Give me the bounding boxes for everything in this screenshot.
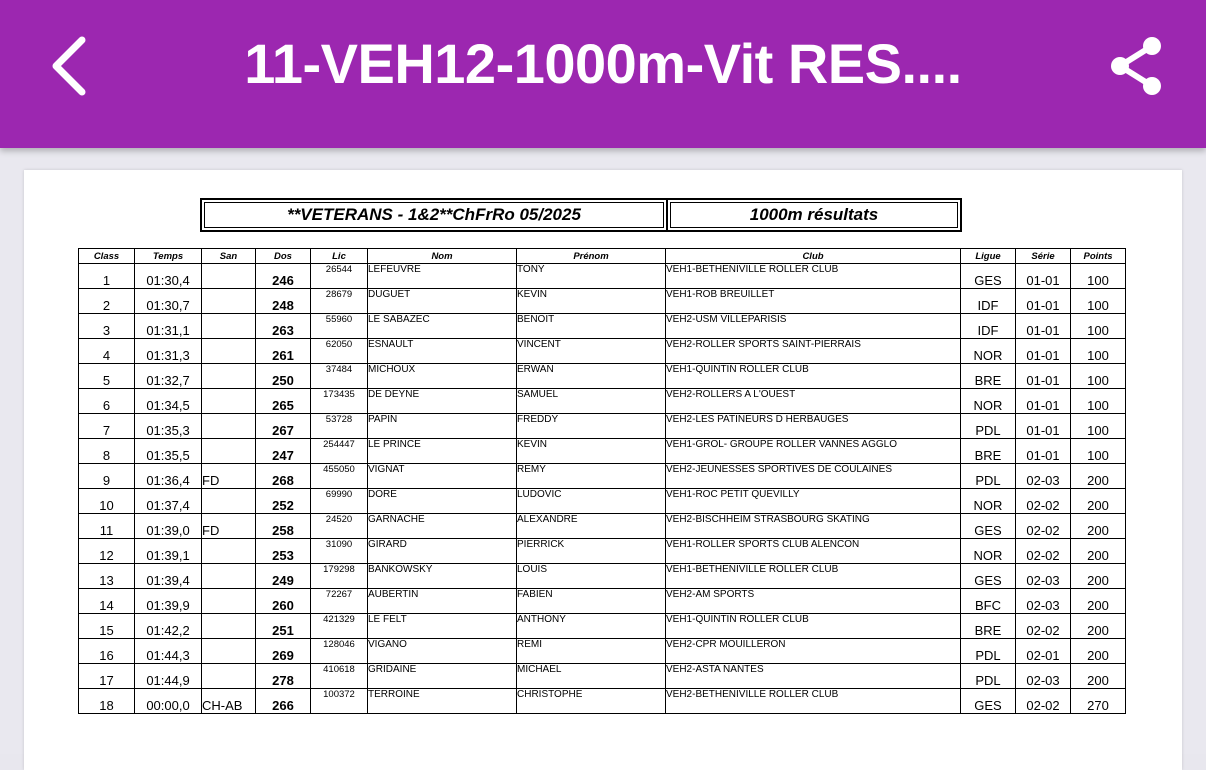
cell-league: BRE xyxy=(961,614,1016,639)
back-button[interactable] xyxy=(30,26,110,106)
cell-bib: 250 xyxy=(256,364,311,389)
cell-league: NOR xyxy=(961,339,1016,364)
table-row xyxy=(79,439,1126,464)
cell-sanction xyxy=(202,614,256,639)
cell-sanction xyxy=(202,289,256,314)
cell-licence: 128046 xyxy=(311,639,368,664)
cell-time: 01:32,7 xyxy=(135,364,202,389)
cell-sanction xyxy=(202,589,256,614)
cell-class: 10 xyxy=(79,489,135,514)
cell-first-name: FREDDY xyxy=(517,414,666,439)
cell-series: 02-03 xyxy=(1016,589,1071,614)
cell-licence: 31090 xyxy=(311,539,368,564)
cell-licence: 455050 xyxy=(311,464,368,489)
document-viewer[interactable] xyxy=(0,148,1206,754)
column-header: Temps xyxy=(135,249,202,264)
cell-points: 100 xyxy=(1071,339,1126,364)
column-header: Club xyxy=(666,249,961,264)
cell-class: 14 xyxy=(79,589,135,614)
cell-class: 8 xyxy=(79,439,135,464)
cell-sanction xyxy=(202,314,256,339)
cell-licence: 100372 xyxy=(311,689,368,714)
cell-time: 01:36,4 xyxy=(135,464,202,489)
results-title-box xyxy=(666,198,962,232)
cell-first-name: REMY xyxy=(517,464,666,489)
cell-bib: 260 xyxy=(256,589,311,614)
cell-points: 200 xyxy=(1071,664,1126,689)
cell-licence: 53728 xyxy=(311,414,368,439)
cell-club: VEH2-CPR MOUILLERON xyxy=(666,639,961,664)
cell-sanction xyxy=(202,364,256,389)
cell-first-name: KEVIN xyxy=(517,439,666,464)
cell-first-name: KEVIN xyxy=(517,289,666,314)
cell-points: 100 xyxy=(1071,439,1126,464)
cell-points: 100 xyxy=(1071,414,1126,439)
cell-points: 200 xyxy=(1071,639,1126,664)
cell-club: VEH1-ROLLER SPORTS CLUB ALENCON xyxy=(666,539,961,564)
cell-bib: 265 xyxy=(256,389,311,414)
cell-licence: 173435 xyxy=(311,389,368,414)
table-row xyxy=(79,539,1126,564)
results-title: 1000m résultats xyxy=(749,205,879,224)
cell-bib: 251 xyxy=(256,614,311,639)
cell-last-name: BANKOWSKY xyxy=(368,564,517,589)
cell-last-name: GARNACHE xyxy=(368,514,517,539)
table-row xyxy=(79,389,1126,414)
cell-first-name: ANTHONY xyxy=(517,614,666,639)
cell-bib: 247 xyxy=(256,439,311,464)
cell-points: 200 xyxy=(1071,514,1126,539)
cell-licence: 69990 xyxy=(311,489,368,514)
cell-time: 01:34,5 xyxy=(135,389,202,414)
cell-class: 17 xyxy=(79,664,135,689)
cell-league: NOR xyxy=(961,539,1016,564)
cell-points: 200 xyxy=(1071,564,1126,589)
cell-first-name: FABIEN xyxy=(517,589,666,614)
cell-league: PDL xyxy=(961,639,1016,664)
cell-bib: 258 xyxy=(256,514,311,539)
column-header: San xyxy=(202,249,256,264)
cell-series: 01-01 xyxy=(1016,314,1071,339)
cell-points: 100 xyxy=(1071,389,1126,414)
cell-licence: 421329 xyxy=(311,614,368,639)
table-row xyxy=(79,339,1126,364)
cell-bib: 252 xyxy=(256,489,311,514)
cell-club: VEH1-ROC PETIT QUEVILLY xyxy=(666,489,961,514)
cell-points: 200 xyxy=(1071,589,1126,614)
cell-time: 01:39,9 xyxy=(135,589,202,614)
cell-class: 6 xyxy=(79,389,135,414)
cell-points: 100 xyxy=(1071,364,1126,389)
cell-first-name: SAMUEL xyxy=(517,389,666,414)
cell-class: 9 xyxy=(79,464,135,489)
cell-first-name: ERWAN xyxy=(517,364,666,389)
cell-series: 02-02 xyxy=(1016,539,1071,564)
cell-last-name: TERROINE xyxy=(368,689,517,714)
cell-last-name: DE DEYNE xyxy=(368,389,517,414)
cell-class: 11 xyxy=(79,514,135,539)
cell-last-name: LE SABAZEC xyxy=(368,314,517,339)
cell-club: VEH2-LES PATINEURS D HERBAUGES xyxy=(666,414,961,439)
cell-sanction xyxy=(202,539,256,564)
cell-points: 200 xyxy=(1071,489,1126,514)
cell-league: GES xyxy=(961,564,1016,589)
cell-last-name: VIGNAT xyxy=(368,464,517,489)
cell-first-name: MICHAEL xyxy=(517,664,666,689)
table-row xyxy=(79,664,1126,689)
cell-time: 01:44,9 xyxy=(135,664,202,689)
table-row xyxy=(79,589,1126,614)
cell-class: 18 xyxy=(79,689,135,714)
cell-series: 02-02 xyxy=(1016,689,1071,714)
table-row xyxy=(79,364,1126,389)
cell-last-name: MICHOUX xyxy=(368,364,517,389)
cell-sanction xyxy=(202,664,256,689)
cell-bib: 248 xyxy=(256,289,311,314)
column-header: Ligue xyxy=(961,249,1016,264)
cell-sanction xyxy=(202,389,256,414)
cell-time: 01:39,1 xyxy=(135,539,202,564)
cell-club: VEH2-ASTA NANTES xyxy=(666,664,961,689)
cell-series: 01-01 xyxy=(1016,339,1071,364)
cell-last-name: LE FELT xyxy=(368,614,517,639)
cell-time: 01:35,5 xyxy=(135,439,202,464)
table-header-row xyxy=(79,249,1126,264)
table-row xyxy=(79,514,1126,539)
cell-time: 01:31,3 xyxy=(135,339,202,364)
cell-club: VEH1-BETHENIVILLE ROLLER CLUB xyxy=(666,264,961,289)
cell-sanction xyxy=(202,339,256,364)
cell-series: 02-02 xyxy=(1016,489,1071,514)
share-icon xyxy=(1106,34,1166,98)
cell-bib: 253 xyxy=(256,539,311,564)
table-row xyxy=(79,289,1126,314)
cell-time: 01:30,4 xyxy=(135,264,202,289)
share-button[interactable] xyxy=(1096,26,1176,106)
event-title: **VETERANS - 1&2**ChFrRo 05/2025 xyxy=(287,205,581,224)
cell-last-name: DUGUET xyxy=(368,289,517,314)
cell-club: VEH1-BETHENIVILLE ROLLER CLUB xyxy=(666,564,961,589)
cell-class: 3 xyxy=(79,314,135,339)
column-header: Série xyxy=(1016,249,1071,264)
cell-club: VEH1-ROB BREUILLET xyxy=(666,289,961,314)
cell-points: 200 xyxy=(1071,539,1126,564)
cell-time: 01:44,3 xyxy=(135,639,202,664)
cell-licence: 62050 xyxy=(311,339,368,364)
cell-licence: 28679 xyxy=(311,289,368,314)
cell-first-name: ALEXANDRE xyxy=(517,514,666,539)
cell-first-name: REMI xyxy=(517,639,666,664)
cell-series: 01-01 xyxy=(1016,264,1071,289)
cell-licence: 72267 xyxy=(311,589,368,614)
cell-points: 100 xyxy=(1071,289,1126,314)
cell-time: 01:30,7 xyxy=(135,289,202,314)
column-header: Prénom xyxy=(517,249,666,264)
document-title: 11-VEH12-1000m-Vit RES.... xyxy=(244,32,962,95)
cell-time: 01:42,2 xyxy=(135,614,202,639)
cell-class: 16 xyxy=(79,639,135,664)
cell-sanction xyxy=(202,264,256,289)
cell-league: BRE xyxy=(961,439,1016,464)
cell-time: 01:31,1 xyxy=(135,314,202,339)
cell-bib: 269 xyxy=(256,639,311,664)
cell-first-name: LUDOVIC xyxy=(517,489,666,514)
cell-series: 02-01 xyxy=(1016,639,1071,664)
cell-league: IDF xyxy=(961,289,1016,314)
cell-last-name: VIGANO xyxy=(368,639,517,664)
cell-last-name: LEFEUVRE xyxy=(368,264,517,289)
cell-first-name: LOUIS xyxy=(517,564,666,589)
cell-club: VEH2-AM SPORTS xyxy=(666,589,961,614)
cell-bib: 266 xyxy=(256,689,311,714)
cell-bib: 261 xyxy=(256,339,311,364)
cell-series: 02-02 xyxy=(1016,514,1071,539)
cell-licence: 179298 xyxy=(311,564,368,589)
cell-sanction: FD xyxy=(202,514,256,539)
cell-league: PDL xyxy=(961,414,1016,439)
cell-series: 01-01 xyxy=(1016,389,1071,414)
cell-bib: 263 xyxy=(256,314,311,339)
cell-series: 01-01 xyxy=(1016,364,1071,389)
cell-sanction xyxy=(202,439,256,464)
cell-last-name: GRIDAINE xyxy=(368,664,517,689)
table-row xyxy=(79,414,1126,439)
cell-league: BRE xyxy=(961,364,1016,389)
cell-class: 4 xyxy=(79,339,135,364)
cell-first-name: VINCENT xyxy=(517,339,666,364)
app-bar xyxy=(0,0,1206,148)
table-row xyxy=(79,489,1126,514)
cell-first-name: PIERRICK xyxy=(517,539,666,564)
cell-last-name: PAPIN xyxy=(368,414,517,439)
cell-series: 01-01 xyxy=(1016,289,1071,314)
cell-last-name: GIRARD xyxy=(368,539,517,564)
column-header: Class xyxy=(79,249,135,264)
cell-class: 13 xyxy=(79,564,135,589)
cell-last-name: AUBERTIN xyxy=(368,589,517,614)
cell-league: PDL xyxy=(961,664,1016,689)
cell-class: 12 xyxy=(79,539,135,564)
event-title-box xyxy=(200,198,668,232)
cell-bib: 278 xyxy=(256,664,311,689)
cell-first-name: CHRISTOPHE xyxy=(517,689,666,714)
cell-sanction xyxy=(202,414,256,439)
cell-sanction: FD xyxy=(202,464,256,489)
cell-club: VEH2-BISCHHEIM STRASBOURG SKATING xyxy=(666,514,961,539)
cell-league: GES xyxy=(961,264,1016,289)
cell-club: VEH2-USM VILLEPARISIS xyxy=(666,314,961,339)
cell-first-name: TONY xyxy=(517,264,666,289)
cell-last-name: LE PRINCE xyxy=(368,439,517,464)
cell-class: 15 xyxy=(79,614,135,639)
cell-time: 01:37,4 xyxy=(135,489,202,514)
cell-league: BFC xyxy=(961,589,1016,614)
cell-sanction xyxy=(202,564,256,589)
cell-bib: 268 xyxy=(256,464,311,489)
cell-league: NOR xyxy=(961,389,1016,414)
column-header: Points xyxy=(1071,249,1126,264)
cell-licence: 254447 xyxy=(311,439,368,464)
cell-class: 1 xyxy=(79,264,135,289)
cell-club: VEH2-ROLLER SPORTS SAINT-PIERRAIS xyxy=(666,339,961,364)
cell-league: PDL xyxy=(961,464,1016,489)
cell-series: 02-03 xyxy=(1016,664,1071,689)
cell-bib: 249 xyxy=(256,564,311,589)
cell-points: 200 xyxy=(1071,464,1126,489)
cell-series: 02-02 xyxy=(1016,614,1071,639)
back-arrow-icon xyxy=(48,34,92,98)
cell-points: 100 xyxy=(1071,314,1126,339)
cell-licence: 24520 xyxy=(311,514,368,539)
cell-league: GES xyxy=(961,689,1016,714)
cell-time: 01:39,4 xyxy=(135,564,202,589)
table-row xyxy=(79,614,1126,639)
cell-last-name: DORE xyxy=(368,489,517,514)
cell-club: VEH2-ROLLERS A L'OUEST xyxy=(666,389,961,414)
cell-series: 02-03 xyxy=(1016,564,1071,589)
cell-sanction xyxy=(202,639,256,664)
cell-league: NOR xyxy=(961,489,1016,514)
cell-licence: 55960 xyxy=(311,314,368,339)
cell-first-name: BENOIT xyxy=(517,314,666,339)
cell-time: 01:39,0 xyxy=(135,514,202,539)
table-row xyxy=(79,564,1126,589)
cell-series: 02-03 xyxy=(1016,464,1071,489)
column-header: Dos xyxy=(256,249,311,264)
cell-league: IDF xyxy=(961,314,1016,339)
cell-series: 01-01 xyxy=(1016,414,1071,439)
cell-time: 00:00,0 xyxy=(135,689,202,714)
cell-league: GES xyxy=(961,514,1016,539)
cell-licence: 26544 xyxy=(311,264,368,289)
cell-bib: 267 xyxy=(256,414,311,439)
pdf-page xyxy=(24,170,1182,770)
cell-points: 100 xyxy=(1071,264,1126,289)
cell-club: VEH1-GROL- GROUPE ROLLER VANNES AGGLO xyxy=(666,439,961,464)
table-row xyxy=(79,689,1126,714)
cell-licence: 410618 xyxy=(311,664,368,689)
table-row xyxy=(79,639,1126,664)
table-row xyxy=(79,314,1126,339)
column-header: Nom xyxy=(368,249,517,264)
cell-series: 01-01 xyxy=(1016,439,1071,464)
cell-class: 7 xyxy=(79,414,135,439)
results-table xyxy=(78,248,1126,714)
cell-sanction: CH-AB xyxy=(202,689,256,714)
cell-points: 270 xyxy=(1071,689,1126,714)
column-header: Lic xyxy=(311,249,368,264)
cell-licence: 37484 xyxy=(311,364,368,389)
cell-class: 5 xyxy=(79,364,135,389)
cell-class: 2 xyxy=(79,289,135,314)
cell-last-name: ESNAULT xyxy=(368,339,517,364)
cell-club: VEH1-QUINTIN ROLLER CLUB xyxy=(666,614,961,639)
table-row xyxy=(79,464,1126,489)
cell-bib: 246 xyxy=(256,264,311,289)
cell-sanction xyxy=(202,489,256,514)
table-row xyxy=(79,264,1126,289)
cell-points: 200 xyxy=(1071,614,1126,639)
cell-club: VEH2-JEUNESSES SPORTIVES DE COULAINES xyxy=(666,464,961,489)
cell-club: VEH2-BETHENIVILLE ROLLER CLUB xyxy=(666,689,961,714)
cell-club: VEH1-QUINTIN ROLLER CLUB xyxy=(666,364,961,389)
cell-time: 01:35,3 xyxy=(135,414,202,439)
